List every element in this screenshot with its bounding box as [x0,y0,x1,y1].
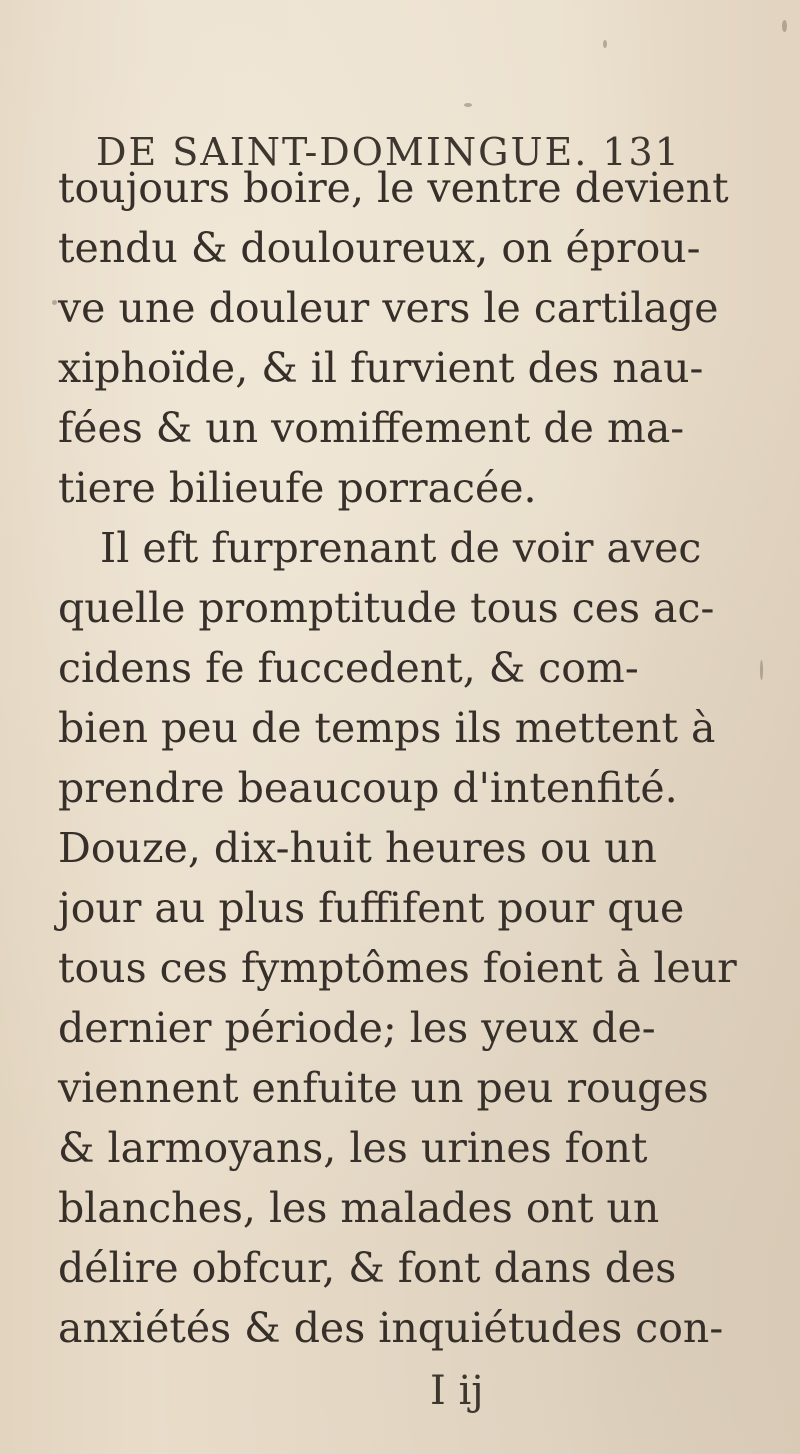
text-line: délire obfcur, & font dans des [58,1244,677,1292]
text-line: toujours boire, le ventre devient [58,164,729,212]
text-line: tendu & douloureux, on éprou- [58,224,701,272]
text-line: & larmoyans, les urines font [58,1124,648,1172]
text-line: Il eft furprenant de voir avec [100,524,702,572]
text-line: Douze, dix-huit heures ou un [58,824,657,872]
text-line: fées & un vomiffement de ma- [58,404,685,452]
text-line: prendre beaucoup d'intenfité. [58,764,678,812]
running-head: DE SAINT-DOMINGUE. 131 [96,130,681,174]
text-line: blanches, les malades ont un [58,1184,660,1232]
text-line: jour au plus fuffifent pour que [58,884,685,932]
text-line: bien peu de temps ils mettent à [58,704,716,752]
text-line: ve une douleur vers le cartilage [58,284,719,332]
text-line: quelle promptitude tous ces ac- [58,584,715,632]
signature-mark: I ij [430,1368,484,1414]
text-line: anxiétés & des inquiétudes con- [58,1304,724,1352]
text-line: cidens fe fuccedent, & com- [58,644,639,692]
text-line: tous ces fymptômes foient à leur [58,944,737,992]
text-line: xiphoïde, & il furvient des nau- [58,344,704,392]
text-line: dernier période; les yeux de- [58,1004,656,1052]
text-line: tiere bilieufe porracée. [58,464,537,512]
text-line: viennent enfuite un peu rouges [58,1064,709,1112]
